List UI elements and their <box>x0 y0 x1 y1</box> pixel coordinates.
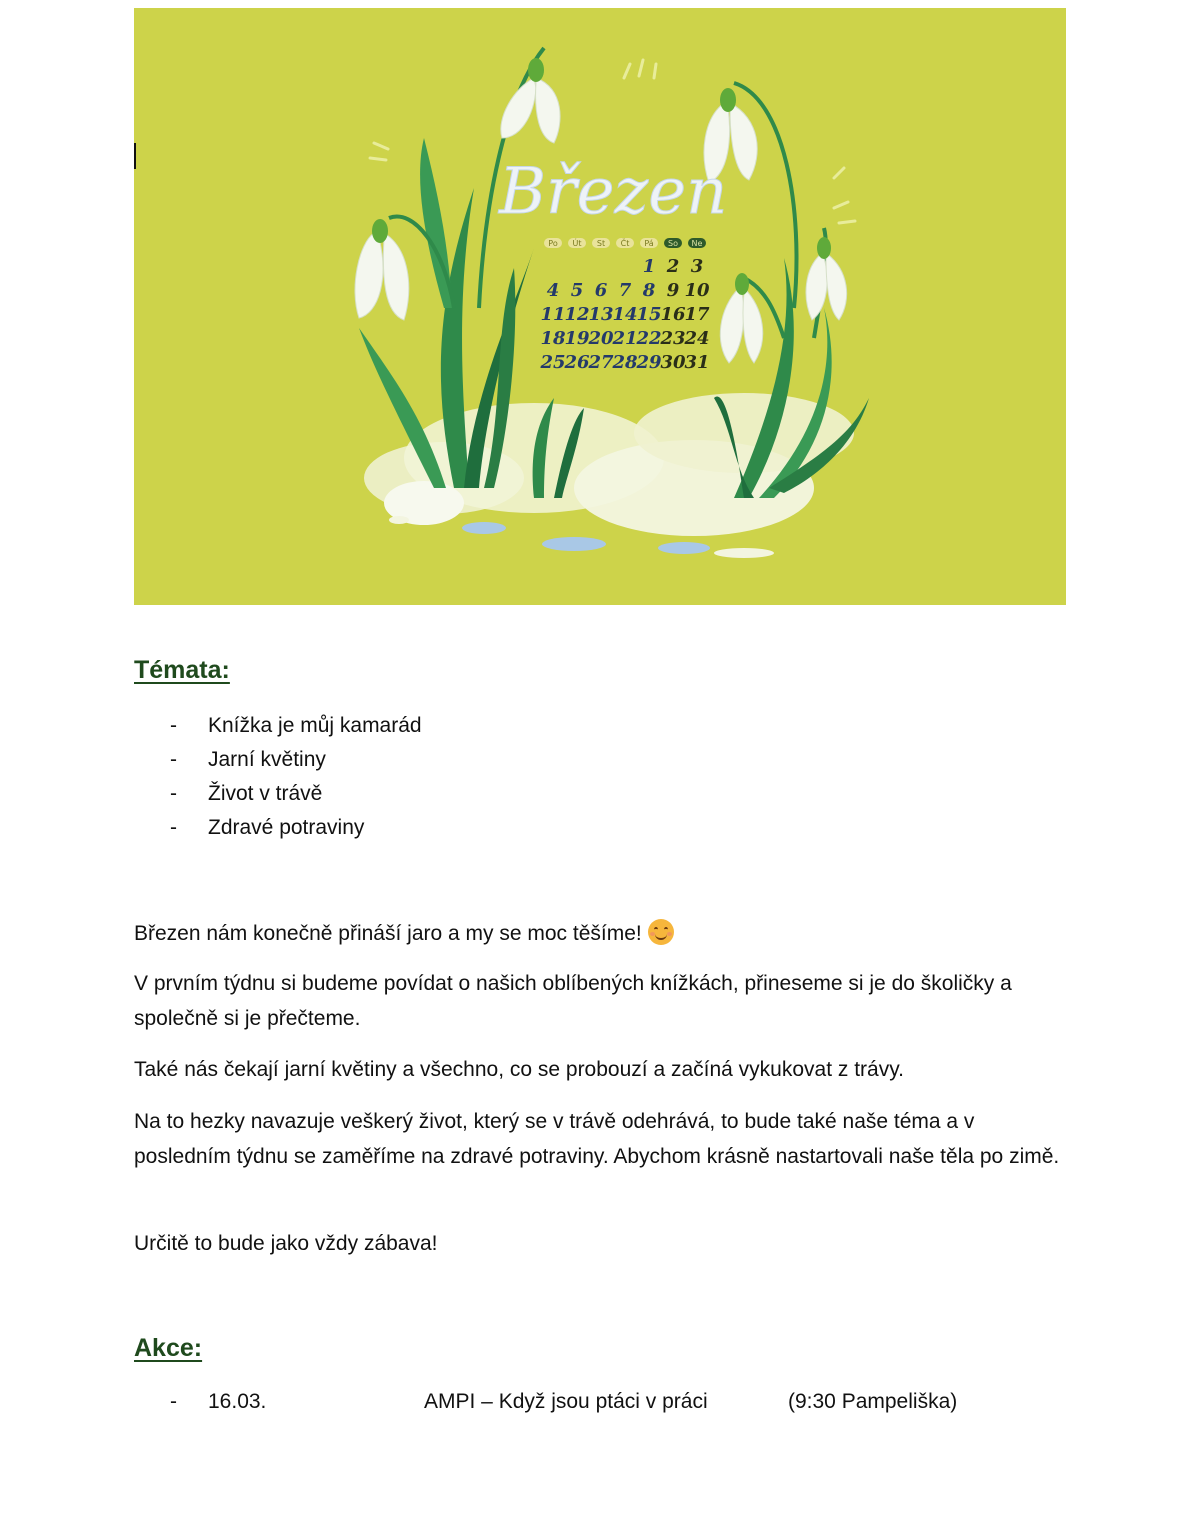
weekday-label: Út <box>572 239 582 248</box>
weekday-label: Po <box>548 239 558 248</box>
calendar-day: 4 <box>546 280 560 301</box>
text-cursor <box>134 143 136 169</box>
calendar-day: 18 <box>540 328 566 349</box>
calendar-day: 13 <box>588 304 614 325</box>
calendar-day: 16 <box>660 304 686 325</box>
calendar-day: 25 <box>540 352 566 373</box>
weekday-label: Čt <box>620 239 630 248</box>
calendar-day: 2 <box>666 256 680 277</box>
calendar-day: 24 <box>684 328 710 349</box>
event-title: AMPI – Když jsou ptáci v práci <box>424 1390 708 1413</box>
events-heading: Akce: <box>134 1334 203 1362</box>
calendar-day: 3 <box>690 256 704 277</box>
calendar-day: 6 <box>594 280 608 301</box>
calendar-day: 12 <box>564 304 590 325</box>
event-date: 16.03. <box>208 1390 267 1413</box>
calendar-grid <box>539 237 710 373</box>
event-dash: - <box>170 1390 177 1413</box>
calendar-day: 14 <box>612 304 638 325</box>
calendar-day: 11 <box>540 304 566 325</box>
march-calendar-banner <box>134 8 1066 605</box>
calendar-day: 9 <box>666 280 680 301</box>
calendar-day: 28 <box>612 352 638 373</box>
weekday-label: Ne <box>691 239 703 248</box>
snowdrop-illustration <box>134 8 1066 605</box>
calendar-day: 15 <box>636 304 662 325</box>
intro-paragraph-4: Na to hezky navazuje veškerý život, který se v trávě odehrává, to bude také naše téma a v posledním týdnu se zaměříme na zdravé potraviny. Abychom krásně nastartovali naše těla po zimě. <box>134 1110 1060 1168</box>
calendar-day: 19 <box>564 328 590 349</box>
intro-paragraph-5: Určitě to bude jako vždy zábava! <box>134 1232 438 1255</box>
calendar-month-title: Březen <box>499 155 728 229</box>
weekday-label: Pá <box>644 239 654 248</box>
calendar-day: 23 <box>660 328 686 349</box>
calendar-day: 5 <box>570 280 584 301</box>
intro-paragraph-3: Také nás čekají jarní květiny a všechno, co se probouzí a začíná vykukovat z trávy. <box>134 1058 904 1081</box>
calendar-day: 20 <box>588 328 614 349</box>
topics-heading: Témata: <box>134 656 230 684</box>
intro-paragraph-2: V prvním týdnu si budeme povídat o našich oblíbených knížkách, přineseme si je do školičky a společně si je přečteme. <box>134 972 1012 1030</box>
calendar-day: 30 <box>660 352 686 373</box>
calendar-day: 7 <box>618 280 632 301</box>
intro-paragraph-1: Březen nám konečně přináší jaro a my se moc těšíme! <box>134 916 1064 951</box>
calendar-day: 17 <box>684 304 710 325</box>
calendar-day: 31 <box>684 352 710 373</box>
calendar-day: 29 <box>636 352 662 373</box>
smiling-face-emoji-icon <box>648 919 674 945</box>
calendar-day: 26 <box>564 352 590 373</box>
calendar-day: 21 <box>612 328 638 349</box>
calendar-day: 22 <box>636 328 662 349</box>
calendar-day: 8 <box>642 280 656 301</box>
calendar-day: 10 <box>684 280 710 301</box>
weekday-label: St <box>596 239 606 248</box>
calendar-day: 27 <box>588 352 614 373</box>
calendar-day: 1 <box>642 256 656 277</box>
event-time: (9:30 Pampeliška) <box>788 1390 958 1413</box>
weekday-label: So <box>668 239 678 248</box>
event-row <box>134 1385 1064 1419</box>
